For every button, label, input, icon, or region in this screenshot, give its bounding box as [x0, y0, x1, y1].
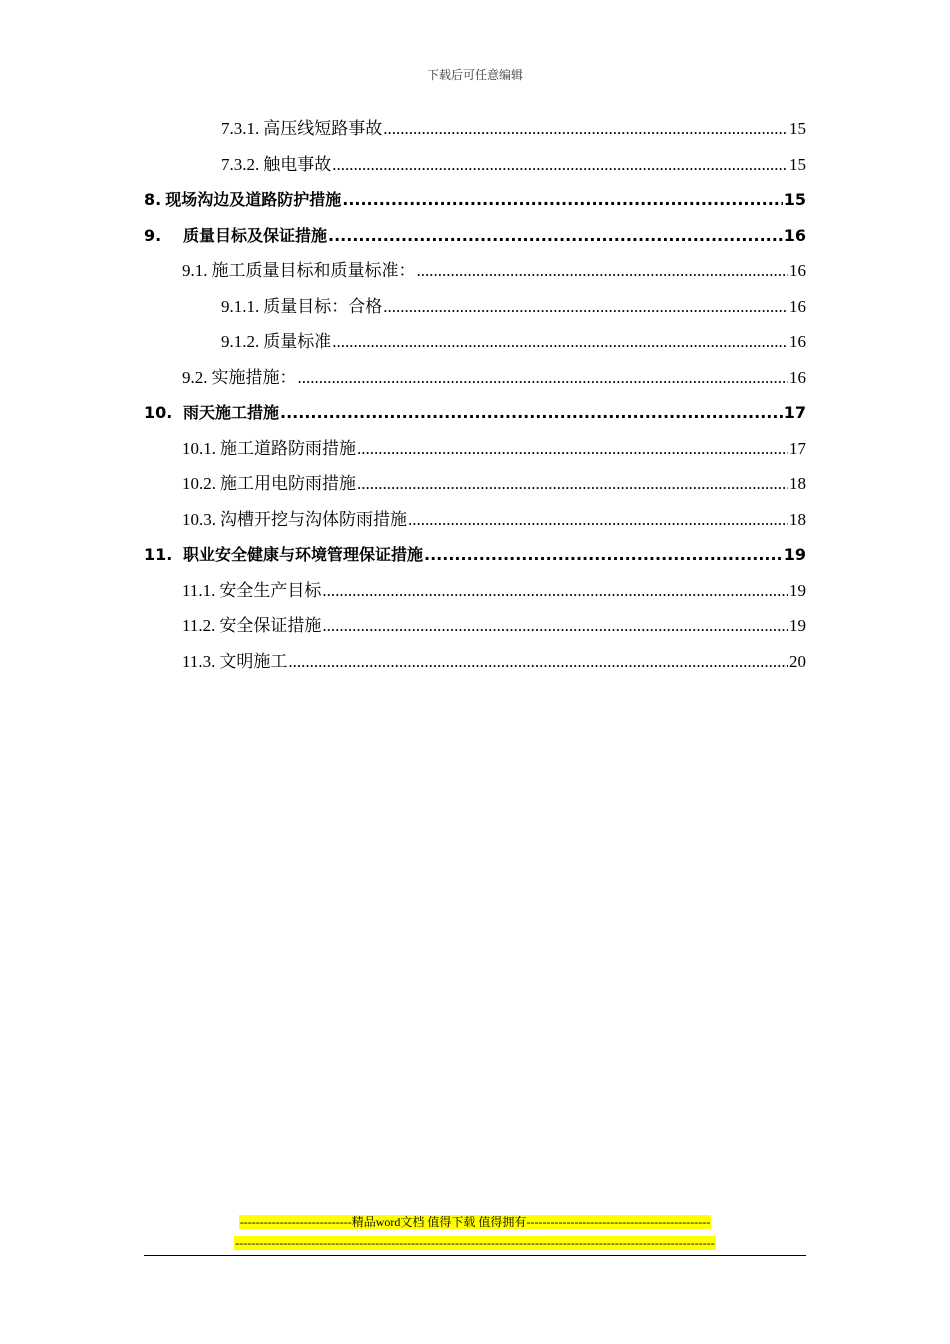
toc-number: 10.1.	[182, 439, 216, 458]
toc-leader	[408, 502, 788, 538]
toc-number: 11.2.	[182, 616, 216, 635]
toc-title: 施工质量目标和质量标准：	[211, 261, 416, 280]
toc-entry[interactable]	[144, 395, 806, 431]
footer-dash-text: ------------------------------------------------------------------------------------------------------------------------	[235, 1236, 715, 1250]
toc-leader	[357, 466, 788, 502]
toc-entry[interactable]	[221, 147, 806, 183]
toc-title: 质量目标：合格	[263, 297, 383, 316]
toc-title: 施工用电防雨措施	[220, 474, 356, 493]
toc-page: 15	[783, 190, 806, 209]
toc-page: 19	[783, 545, 806, 564]
toc-entry[interactable]	[182, 502, 806, 538]
toc-title: 施工道路防雨措施	[220, 439, 356, 458]
toc-title: 现场沟边及道路防护措施	[165, 190, 342, 209]
toc-leader	[342, 182, 783, 218]
toc-leader	[328, 218, 783, 254]
toc-page: 19	[789, 581, 806, 600]
toc-page: 18	[789, 510, 806, 529]
toc-title: 高压线短路事故	[263, 119, 383, 138]
toc-entry[interactable]	[182, 253, 806, 289]
toc-page: 17	[789, 439, 806, 458]
toc-leader	[357, 431, 788, 467]
toc-entry[interactable]	[182, 431, 806, 467]
toc-number: 11.	[144, 545, 173, 564]
toc-entry[interactable]	[182, 360, 806, 396]
toc-entry[interactable]	[182, 573, 806, 609]
toc-leader	[383, 289, 788, 325]
toc-entry[interactable]	[182, 644, 806, 680]
toc-number: 9.1.1.	[221, 297, 260, 316]
toc-number: 10.3.	[182, 510, 216, 529]
page-header	[0, 66, 950, 83]
toc-leader	[298, 360, 789, 396]
toc-title: 沟槽开挖与沟体防雨措施	[220, 510, 407, 529]
toc-title: 质量目标及保证措施	[183, 226, 328, 245]
toc-number: 7.3.1.	[221, 119, 260, 138]
toc-entry[interactable]	[221, 289, 806, 325]
footer-line-2	[0, 1236, 950, 1251]
toc-number: 9.2.	[182, 368, 208, 387]
toc-page: 16	[783, 226, 806, 245]
toc-number: 11.3.	[182, 652, 216, 671]
toc-page: 15	[789, 155, 806, 174]
toc-title: 职业安全健康与环境管理保证措施	[183, 545, 424, 564]
toc-number: 10.2.	[182, 474, 216, 493]
footer-banner-text: ----------------------------精品word文档 值得下载 值得拥有----------------------------------------------	[239, 1215, 711, 1229]
toc-leader	[332, 324, 788, 360]
toc-page: 16	[789, 297, 806, 316]
toc-entry[interactable]	[182, 466, 806, 502]
toc-number: 9.1.	[182, 261, 208, 280]
footer-line-1	[0, 1213, 950, 1230]
toc-leader	[424, 537, 783, 573]
toc-leader	[280, 395, 783, 431]
toc-title: 质量标准	[263, 332, 332, 351]
footer-rule	[144, 1255, 806, 1256]
toc-entry[interactable]	[144, 537, 806, 573]
toc-number: 10.	[144, 403, 173, 422]
toc-title: 安全生产目标	[219, 581, 322, 600]
toc-title: 安全保证措施	[219, 616, 322, 635]
toc-entry[interactable]	[221, 111, 806, 147]
toc-page: 19	[789, 616, 806, 635]
toc-entry[interactable]	[144, 218, 806, 254]
toc-entry[interactable]	[221, 324, 806, 360]
toc-leader	[322, 608, 788, 644]
toc-page: 17	[783, 403, 806, 422]
toc-title: 触电事故	[263, 155, 332, 174]
toc-page: 16	[789, 368, 806, 387]
toc-title: 文明施工	[219, 652, 288, 671]
toc-page: 18	[789, 474, 806, 493]
toc-leader	[417, 253, 789, 289]
toc-page: 20	[789, 652, 806, 671]
toc-number: 11.1.	[182, 581, 216, 600]
toc-page: 15	[789, 119, 806, 138]
toc-page: 16	[789, 332, 806, 351]
toc-entry[interactable]	[182, 608, 806, 644]
header-text: 下载后可任意编辑	[426, 68, 523, 82]
toc-leader	[332, 147, 788, 183]
toc-leader	[383, 111, 788, 147]
toc-number: 9.	[144, 226, 162, 245]
toc-number: 9.1.2.	[221, 332, 260, 351]
toc-leader	[322, 573, 788, 609]
toc-leader	[288, 644, 788, 680]
toc-title: 雨天施工措施	[183, 403, 280, 422]
toc-number: 8.	[144, 190, 162, 209]
toc-page: 16	[789, 261, 806, 280]
toc-title: 实施措施：	[211, 368, 297, 387]
toc-entry[interactable]	[144, 182, 806, 218]
toc-number: 7.3.2.	[221, 155, 260, 174]
